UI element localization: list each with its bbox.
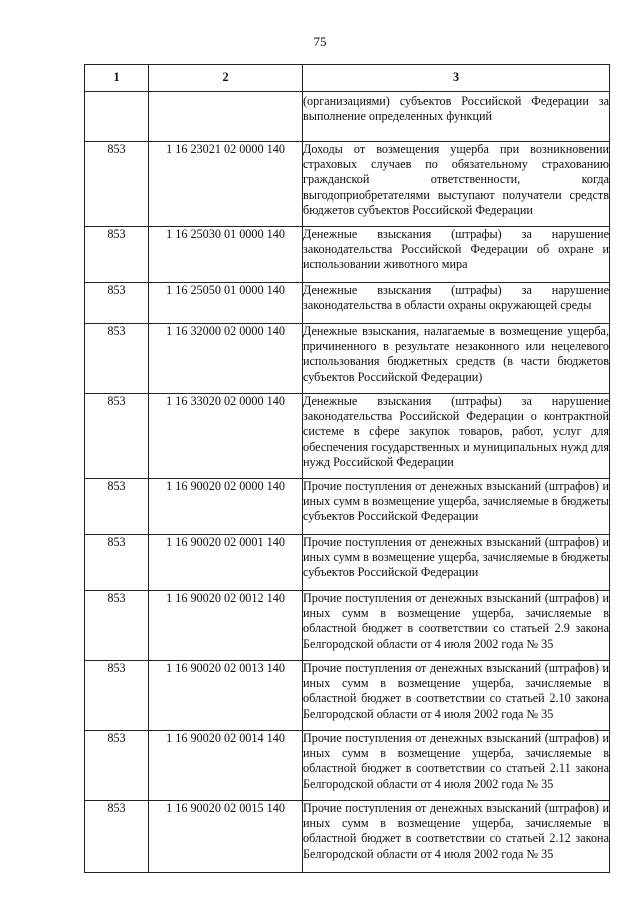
table-row [85, 324, 610, 394]
admin-code-cell: 853 [85, 394, 149, 479]
admin-code-cell: 853 [85, 479, 149, 535]
admin-code-cell: 853 [85, 591, 149, 661]
admin-code-cell: 853 [85, 801, 149, 873]
table-row [85, 591, 610, 661]
table-row [85, 227, 610, 283]
income-name-cell: Прочие поступления от денежных взысканий (штрафов) и иных сумм в возмещение ущерба, зачисляемые в областной бюджет в соответствии со статьей 2.10 закона Белгородской области от 4 июля 2002 года № 35 [303, 661, 610, 731]
income-name-cell: Прочие поступления от денежных взысканий (штрафов) и иных сумм в возмещение ущерба, зачисляемые в бюджеты субъектов Российской Федерации [303, 535, 610, 591]
table-row [85, 142, 610, 227]
income-name-cell: (организациями) субъектов Российской Федерации за выполнение определенных функций [303, 92, 610, 142]
admin-code-cell: 853 [85, 283, 149, 324]
column-header-1: 1 [85, 65, 149, 92]
column-header-2: 2 [149, 65, 303, 92]
budget-code-cell: 1 16 25030 01 0000 140 [149, 227, 303, 283]
table-row [85, 535, 610, 591]
budget-code-cell: 1 16 25050 01 0000 140 [149, 283, 303, 324]
income-name-cell: Прочие поступления от денежных взысканий (штрафов) и иных сумм в возмещение ущерба, зачисляемые в областной бюджет в соответствии со статьей 2.9 закона Белгородской области от 4 июля 2002 года № 35 [303, 591, 610, 661]
budget-code-cell: 1 16 90020 02 0012 140 [149, 591, 303, 661]
revenue-classification-table [84, 64, 610, 873]
income-name-cell: Прочие поступления от денежных взысканий (штрафов) и иных сумм в возмещение ущерба, зачисляемые в бюджеты субъектов Российской Федерации [303, 479, 610, 535]
admin-code-cell: 853 [85, 731, 149, 801]
admin-code-cell: 853 [85, 142, 149, 227]
budget-code-cell: 1 16 23021 02 0000 140 [149, 142, 303, 227]
budget-code-cell: 1 16 90020 02 0001 140 [149, 535, 303, 591]
table-row [85, 479, 610, 535]
admin-code-cell: 853 [85, 324, 149, 394]
admin-code-cell: 853 [85, 535, 149, 591]
income-name-cell: Денежные взыскания (штрафы) за нарушение законодательства Российской Федерации об охране и использовании животного мира [303, 227, 610, 283]
table-row [85, 283, 610, 324]
income-name-cell: Денежные взыскания (штрафы) за нарушение законодательства в области охраны окружающей среды [303, 283, 610, 324]
column-header-3: 3 [303, 65, 610, 92]
income-name-cell: Прочие поступления от денежных взысканий (штрафов) и иных сумм в возмещение ущерба, зачисляемые в областной бюджет в соответствии со статьей 2.11 закона Белгородской области от 4 июля 2002 года № 35 [303, 731, 610, 801]
table-row [85, 661, 610, 731]
table-row [85, 92, 610, 142]
budget-code-cell: 1 16 90020 02 0000 140 [149, 479, 303, 535]
table-row [85, 801, 610, 873]
budget-code-cell: 1 16 32000 02 0000 140 [149, 324, 303, 394]
income-name-cell: Денежные взыскания, налагаемые в возмещение ущерба, причиненного в результате незаконного или нецелевого использования бюджетных средств (в части бюджетов субъектов Российской Федерации) [303, 324, 610, 394]
budget-code-cell: 1 16 90020 02 0015 140 [149, 801, 303, 873]
income-name-cell: Прочие поступления от денежных взысканий (штрафов) и иных сумм в возмещение ущерба, зачисляемые в областной бюджет в соответствии со статьей 2.12 закона Белгородской области от 4 июля 2002 года № 35 [303, 801, 610, 873]
income-name-cell: Денежные взыскания (штрафы) за нарушение законодательства Российской Федерации о контрактной системе в сфере закупок товаров, работ, услуг для обеспечения государственных и муниципальных нужд для нужд Российской Федерации [303, 394, 610, 479]
table-row [85, 394, 610, 479]
page-number: 75 [313, 34, 327, 49]
budget-code-cell [149, 92, 303, 142]
admin-code-cell: 853 [85, 661, 149, 731]
table-row [85, 731, 610, 801]
budget-code-cell: 1 16 90020 02 0013 140 [149, 661, 303, 731]
admin-code-cell: 853 [85, 227, 149, 283]
budget-code-cell: 1 16 33020 02 0000 140 [149, 394, 303, 479]
income-name-cell: Доходы от возмещения ущерба при возникновении страховых случаев по обязательному страхованию гражданской ответственности, когда выгодоприобретателями выступают получатели средств бюджетов субъектов Российской Федерации [303, 142, 610, 227]
table-header-row [85, 65, 610, 92]
admin-code-cell [85, 92, 149, 142]
budget-code-cell: 1 16 90020 02 0014 140 [149, 731, 303, 801]
